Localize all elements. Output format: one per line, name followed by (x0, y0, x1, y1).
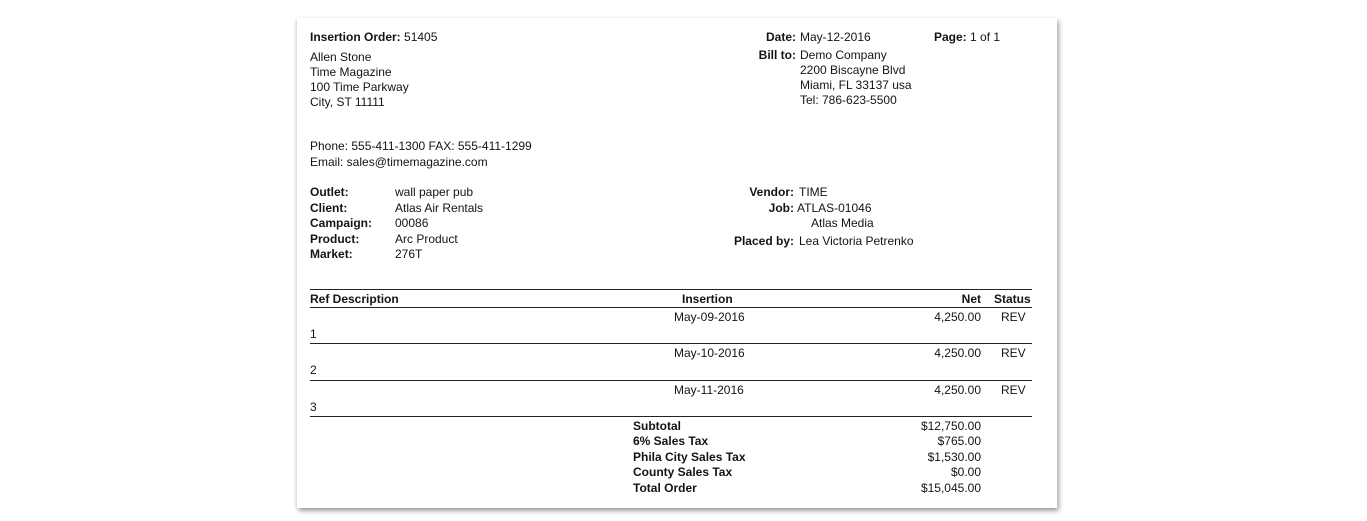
vendor-value: TIME (799, 185, 828, 199)
market-label: Market: (310, 247, 353, 261)
total-order-label: Total Order (633, 481, 697, 495)
date-label: Date: (765, 30, 796, 44)
phila-city-tax-value: $1,530.00 (927, 450, 981, 464)
insertion-order-document (297, 18, 1057, 508)
row-3-net: 4,250.00 (934, 383, 981, 397)
page-value: 1 of 1 (970, 30, 1001, 44)
publisher-city: City, ST 11111 (310, 95, 385, 109)
job-subtitle: Atlas Media (811, 216, 874, 230)
bill-to-city: Miami, FL 33137 usa (800, 78, 912, 92)
outlet-value: wall paper pub (395, 185, 474, 199)
row-1-insertion: May-09-2016 (674, 310, 745, 324)
row-2-rule (310, 380, 1032, 381)
col-header-status: Status (994, 292, 1031, 306)
total-order-value: $15,045.00 (920, 481, 981, 495)
publisher-company: Time Magazine (310, 65, 392, 79)
row-2-status: REV (1001, 346, 1026, 360)
page-label: Page: (934, 30, 967, 44)
job-value: ATLAS-01046 (797, 201, 872, 215)
sales-tax-value: $765.00 (937, 434, 981, 448)
campaign-value: 00086 (395, 216, 429, 230)
market-value: 276T (395, 247, 423, 261)
job-label: Job: (768, 201, 794, 215)
product-label: Product: (310, 232, 360, 246)
placed-by-value: Lea Victoria Petrenko (799, 234, 914, 248)
client-value: Atlas Air Rentals (395, 201, 484, 215)
publisher-name: Allen Stone (310, 50, 372, 64)
order-label: Insertion Order: (310, 30, 401, 44)
row-2-ref: 2 (310, 363, 317, 377)
col-header-insertion: Insertion (682, 292, 733, 306)
row-1-rule (310, 343, 1032, 344)
table-top-rule (310, 289, 1032, 290)
outlet-label: Outlet: (310, 185, 349, 199)
row-1-ref: 1 (310, 327, 317, 341)
col-header-net: Net (961, 292, 981, 306)
vendor-label: Vendor: (749, 185, 794, 199)
order-number: 51405 (404, 30, 438, 44)
county-tax-label: County Sales Tax (633, 465, 733, 479)
phila-city-tax-label: Phila City Sales Tax (633, 450, 746, 464)
placed-by-label: Placed by: (733, 234, 794, 248)
row-1-status: REV (1001, 310, 1026, 324)
sales-tax-label: 6% Sales Tax (633, 434, 709, 448)
col-header-ref-description: Ref Description (310, 292, 399, 306)
row-3-ref: 3 (310, 400, 317, 414)
row-3-insertion: May-11-2016 (674, 383, 744, 397)
row-3-rule (310, 416, 1032, 417)
bill-to-street: 2200 Biscayne Blvd (800, 63, 906, 77)
bill-to-phone: Tel: 786-623-5500 (800, 93, 897, 107)
county-tax-value: $0.00 (950, 465, 981, 479)
order-heading (310, 30, 437, 45)
product-value: Arc Product (395, 232, 458, 246)
subtotal-value: $12,750.00 (920, 419, 981, 433)
bill-to-company: Demo Company (800, 48, 887, 62)
row-2-net: 4,250.00 (934, 346, 981, 360)
row-1-net: 4,250.00 (934, 310, 981, 324)
publisher-street: 100 Time Parkway (310, 80, 409, 94)
publisher-email: Email: sales@timemagazine.com (310, 155, 488, 169)
header-rule (310, 307, 1032, 308)
bill-to-label: Bill to: (758, 48, 796, 62)
publisher-phone: Phone: 555-411-1300 FAX: 555-411-1299 (310, 139, 532, 153)
page-indicator (934, 30, 1000, 45)
row-3-status: REV (1001, 383, 1026, 397)
row-2-insertion: May-10-2016 (674, 346, 745, 360)
date-value: May-12-2016 (800, 30, 871, 44)
subtotal-label: Subtotal (633, 419, 681, 433)
client-label: Client: (310, 201, 348, 215)
campaign-label: Campaign: (310, 216, 373, 230)
